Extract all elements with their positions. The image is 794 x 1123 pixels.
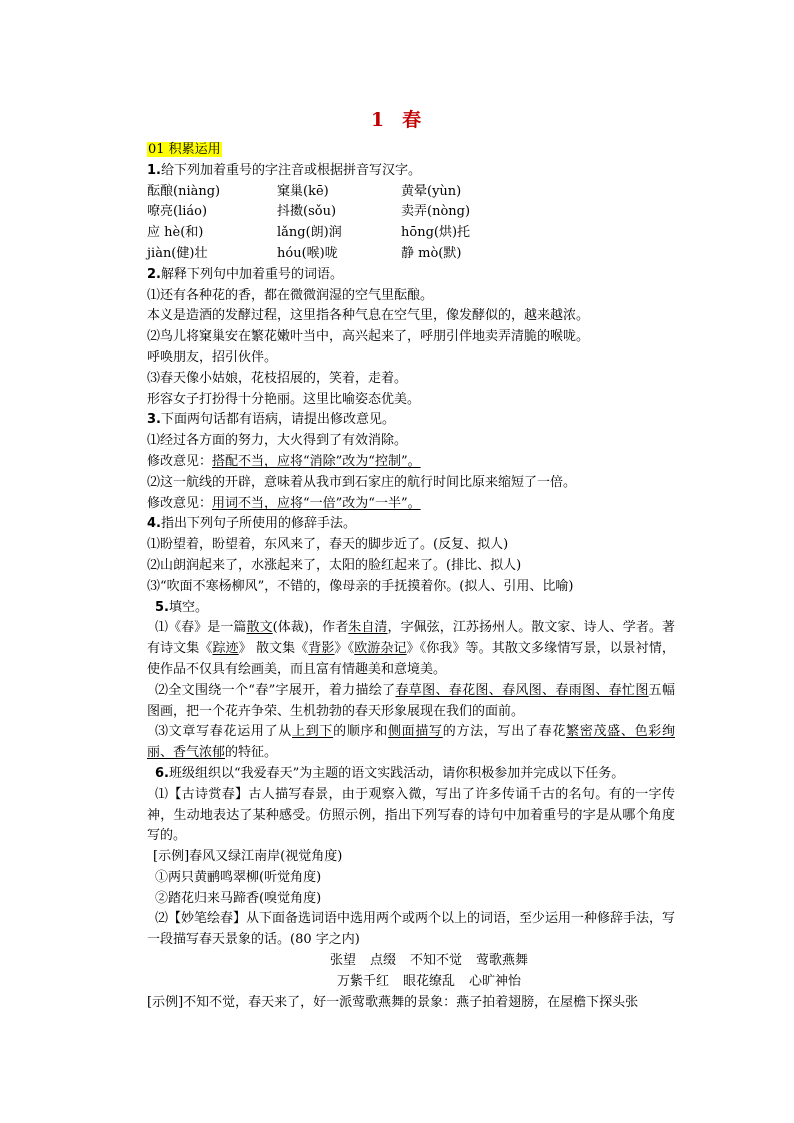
q1-row: jiàn(健)壮 hóu(喉)咙 静 mò(默) [147, 245, 462, 261]
q1-row: 嘹亮(liáo) 抖擞(sǒu) 卖弄(nòng) [147, 204, 471, 220]
q6-answer: ②踏花归来马蹄香(嗅觉角度) [155, 890, 322, 906]
q1-row: 应 hè(和) lǎng(朗)润 hōng(烘)托 [147, 225, 471, 241]
question-5-title: 5.填空。 [155, 599, 208, 615]
q2-answer: 形容女子打扮得十分艳丽。这里比喻姿态优美。 [147, 391, 421, 407]
word-bank-row: 万紫千红 眼花缭乱 心旷神怡 [336, 973, 522, 989]
q2-item: ⑵鸟儿将窠巢安在繁花嫩叶当中，高兴起来了，呼朋引伴地卖弄清脆的喉咙。 [147, 329, 590, 345]
q2-item: ⑶春天像小姑娘，花枝招展的，笑着，走着。 [147, 370, 408, 386]
q6-example: [示例]不知不觉，春天来了，好一派莺歌燕舞的景象：燕子拍着翅膀，在屋檐下探头张 [147, 994, 639, 1010]
title-number: 1 [370, 109, 387, 131]
q4-item: ⑴盼望着，盼望着，东风来了，春天的脚步近了。(反复、拟人) [147, 537, 509, 553]
q3-sentence: ⑵这一航线的开辟，意味着从我市到石家庄的航行时间比原来缩短了一倍。 [147, 474, 577, 490]
worksheet-content [147, 140, 675, 1013]
q6-paragraph: ⑵【妙笔绘春】从下面备选词语中选用两个或两个以上的词语，至少运用一种修辞手法，写一段描写春天景象的话。(80 字之内) [147, 911, 676, 948]
q3-fix: 修改意见：用词不当，应将“一倍”改为“一半”。 [147, 495, 421, 511]
q4-item: ⑶“吹面不寒杨柳风”，不错的，像母亲的手抚摸着你。(拟人、引用、比喻) [147, 578, 574, 594]
q1-row: 酝酿(niàng) 窠巢(kē) 黄晕(yùn) [147, 183, 462, 199]
question-1-title: 1.给下列加着重号的字注音或根据拼音写汉字。 [147, 162, 421, 178]
q2-item: ⑴还有各种花的香，都在微微润湿的空气里酝酿。 [147, 287, 434, 303]
section-heading [147, 140, 675, 161]
section-badge: 01 积累运用 [148, 142, 221, 157]
question-4-title: 4.指出下列句子所使用的修辞手法。 [147, 516, 356, 532]
q5-paragraph: ⑵全文围绕一个“春”字展开，着力描绘了春草图、春花图、春风图、春雨图、春忙图五幅图画，把一个花卉争荣、生机勃勃的春天形象展现在我们的面前。 [147, 682, 675, 719]
question-3-title: 3.下面两句话都有语病，请提出修改意见。 [147, 412, 395, 428]
q6-paragraph: ⑴【古诗赏春】古人描写春景，由于观察入微，写出了许多传诵千古的名句。有的一字传神，生动地表达了某种感受。仿照示例，指出下列写春的诗句中加着重号的字是从哪个角度写的。 [147, 786, 675, 844]
title-text: 春 [402, 109, 424, 131]
q3-sentence: ⑴经过各方面的努力，大火得到了有效消除。 [147, 433, 408, 449]
q5-paragraph: ⑴《春》是一篇散文(体裁)，作者朱自清，字佩弦，江苏扬州人。散文家、诗人、学者。著有诗文集《踪迹》 散文集《背影》《欧游杂记》《你我》等。其散文多缘情写景，以景衬情，使作品不仅具有绘画美，而且富有情趣美和意境美。 [147, 620, 675, 677]
question-6-title: 6.班级组织以“我爱春天”为主题的语文实践活动，请你积极参加并完成以下任务。 [155, 765, 625, 781]
q6-example: [示例]春风又绿江南岸(视觉角度) [153, 849, 343, 865]
q5-paragraph: ⑶文章写春花运用了从上到下的顺序和侧面描写的方法，写出了春花繁密茂盛、色彩绚丽、香气浓郁的特征。 [147, 724, 675, 761]
q4-item: ⑵山朗润起来了，水涨起来了，太阳的脸红起来了。(排比、拟人) [147, 557, 522, 573]
question-2-title: 2.解释下列句中加着重号的词语。 [147, 266, 343, 282]
page-title [0, 105, 794, 132]
q2-answer: 本义是造酒的发酵过程，这里指各种气息在空气里，像发酵似的，越来越浓。 [147, 308, 590, 324]
q6-answer: ①两只黄鹂鸣翠柳(听觉角度) [155, 869, 322, 885]
word-bank-row: 张望 点缀 不知不觉 莺歌燕舞 [329, 953, 529, 969]
q2-answer: 呼唤朋友，招引伙伴。 [147, 349, 278, 365]
q3-fix: 修改意见：搭配不当，应将“消除”改为“控制”。 [147, 453, 421, 469]
